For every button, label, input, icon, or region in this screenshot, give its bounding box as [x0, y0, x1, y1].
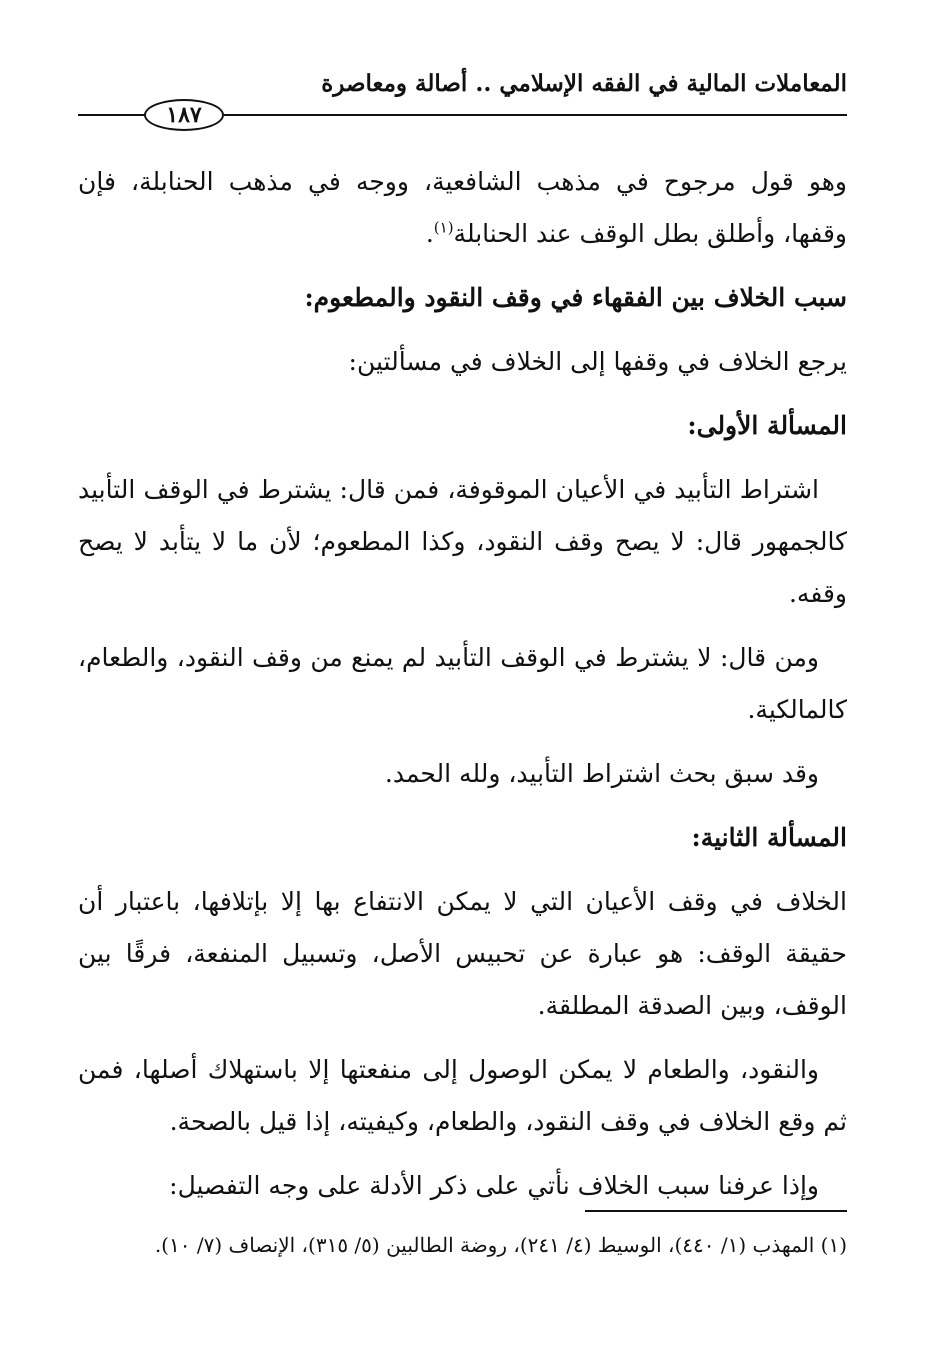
paragraph-1 — [78, 156, 847, 260]
running-title: المعاملات المالية في الفقه الإسلامي .. أصالة ومعاصرة — [321, 70, 847, 97]
main-text — [78, 156, 847, 1224]
paragraph-1-end: . — [425, 219, 434, 248]
paragraph-3: اشتراط التأبيد في الأعيان الموقوفة، فمن قال: يشترط في الوقف التأبيد كالجمهور قال: لا يصح وقف النقود، وكذا المطعوم؛ لأن ما لا يتأبد لا يصح وقفه. — [78, 475, 847, 608]
header-rule — [224, 114, 847, 116]
footnote-1: (١) المهذب (١/ ٤٤٠)، الوسيط (٤/ ٢٤١)، روضة الطالبين (٥/ ٣١٥)، الإنصاف (٧/ ١٠). — [154, 1233, 847, 1257]
footnote-separator — [585, 1210, 847, 1212]
page-number: ١٨٧ — [144, 99, 224, 131]
paragraph-4: ومن قال: لا يشترط في الوقف التأبيد لم يمنع من وقف النقود، والطعام، كالمالكية. — [78, 643, 847, 724]
footnote-marker: (١) — [433, 218, 454, 237]
paragraph-5: وقد سبق بحث اشتراط التأبيد، ولله الحمد. — [384, 759, 819, 788]
section-heading-cause: سبب الخلاف بين الفقهاء في وقف النقود والمطعوم: — [304, 283, 847, 312]
heading-first-issue: المسألة الأولى: — [687, 411, 847, 440]
header-rule-left — [78, 114, 146, 116]
paragraph-8: وإذا عرفنا سبب الخلاف نأتي على ذكر الأدلة على وجه التفصيل: — [169, 1171, 819, 1200]
paragraph-2: يرجع الخلاف في وقفها إلى الخلاف في مسألتين: — [348, 347, 847, 376]
paragraph-6: الخلاف في وقف الأعيان التي لا يمكن الانتفاع بها إلا بإتلافها، باعتبار أن حقيقة الوقف: هو عبارة عن تحبيس الأصل، وتسبيل المنفعة، فرقًا بين الوقف، وبين الصدقة المطلقة. — [78, 887, 847, 1020]
paragraph-1-text: وهو قول مرجوح في مذهب الشافعية، ووجه في مذهب الحنابلة، فإن وقفها، وأطلق بطل الوقف عند الحنابلة — [78, 167, 847, 248]
paragraph-7: والنقود، والطعام لا يمكن الوصول إلى منفعتها إلا باستهلاك أصلها، فمن ثم وقع الخلاف في وقف النقود، والطعام، وكيفيته، إذا قيل بالصحة. — [78, 1055, 847, 1136]
heading-second-issue: المسألة الثانية: — [691, 823, 847, 852]
